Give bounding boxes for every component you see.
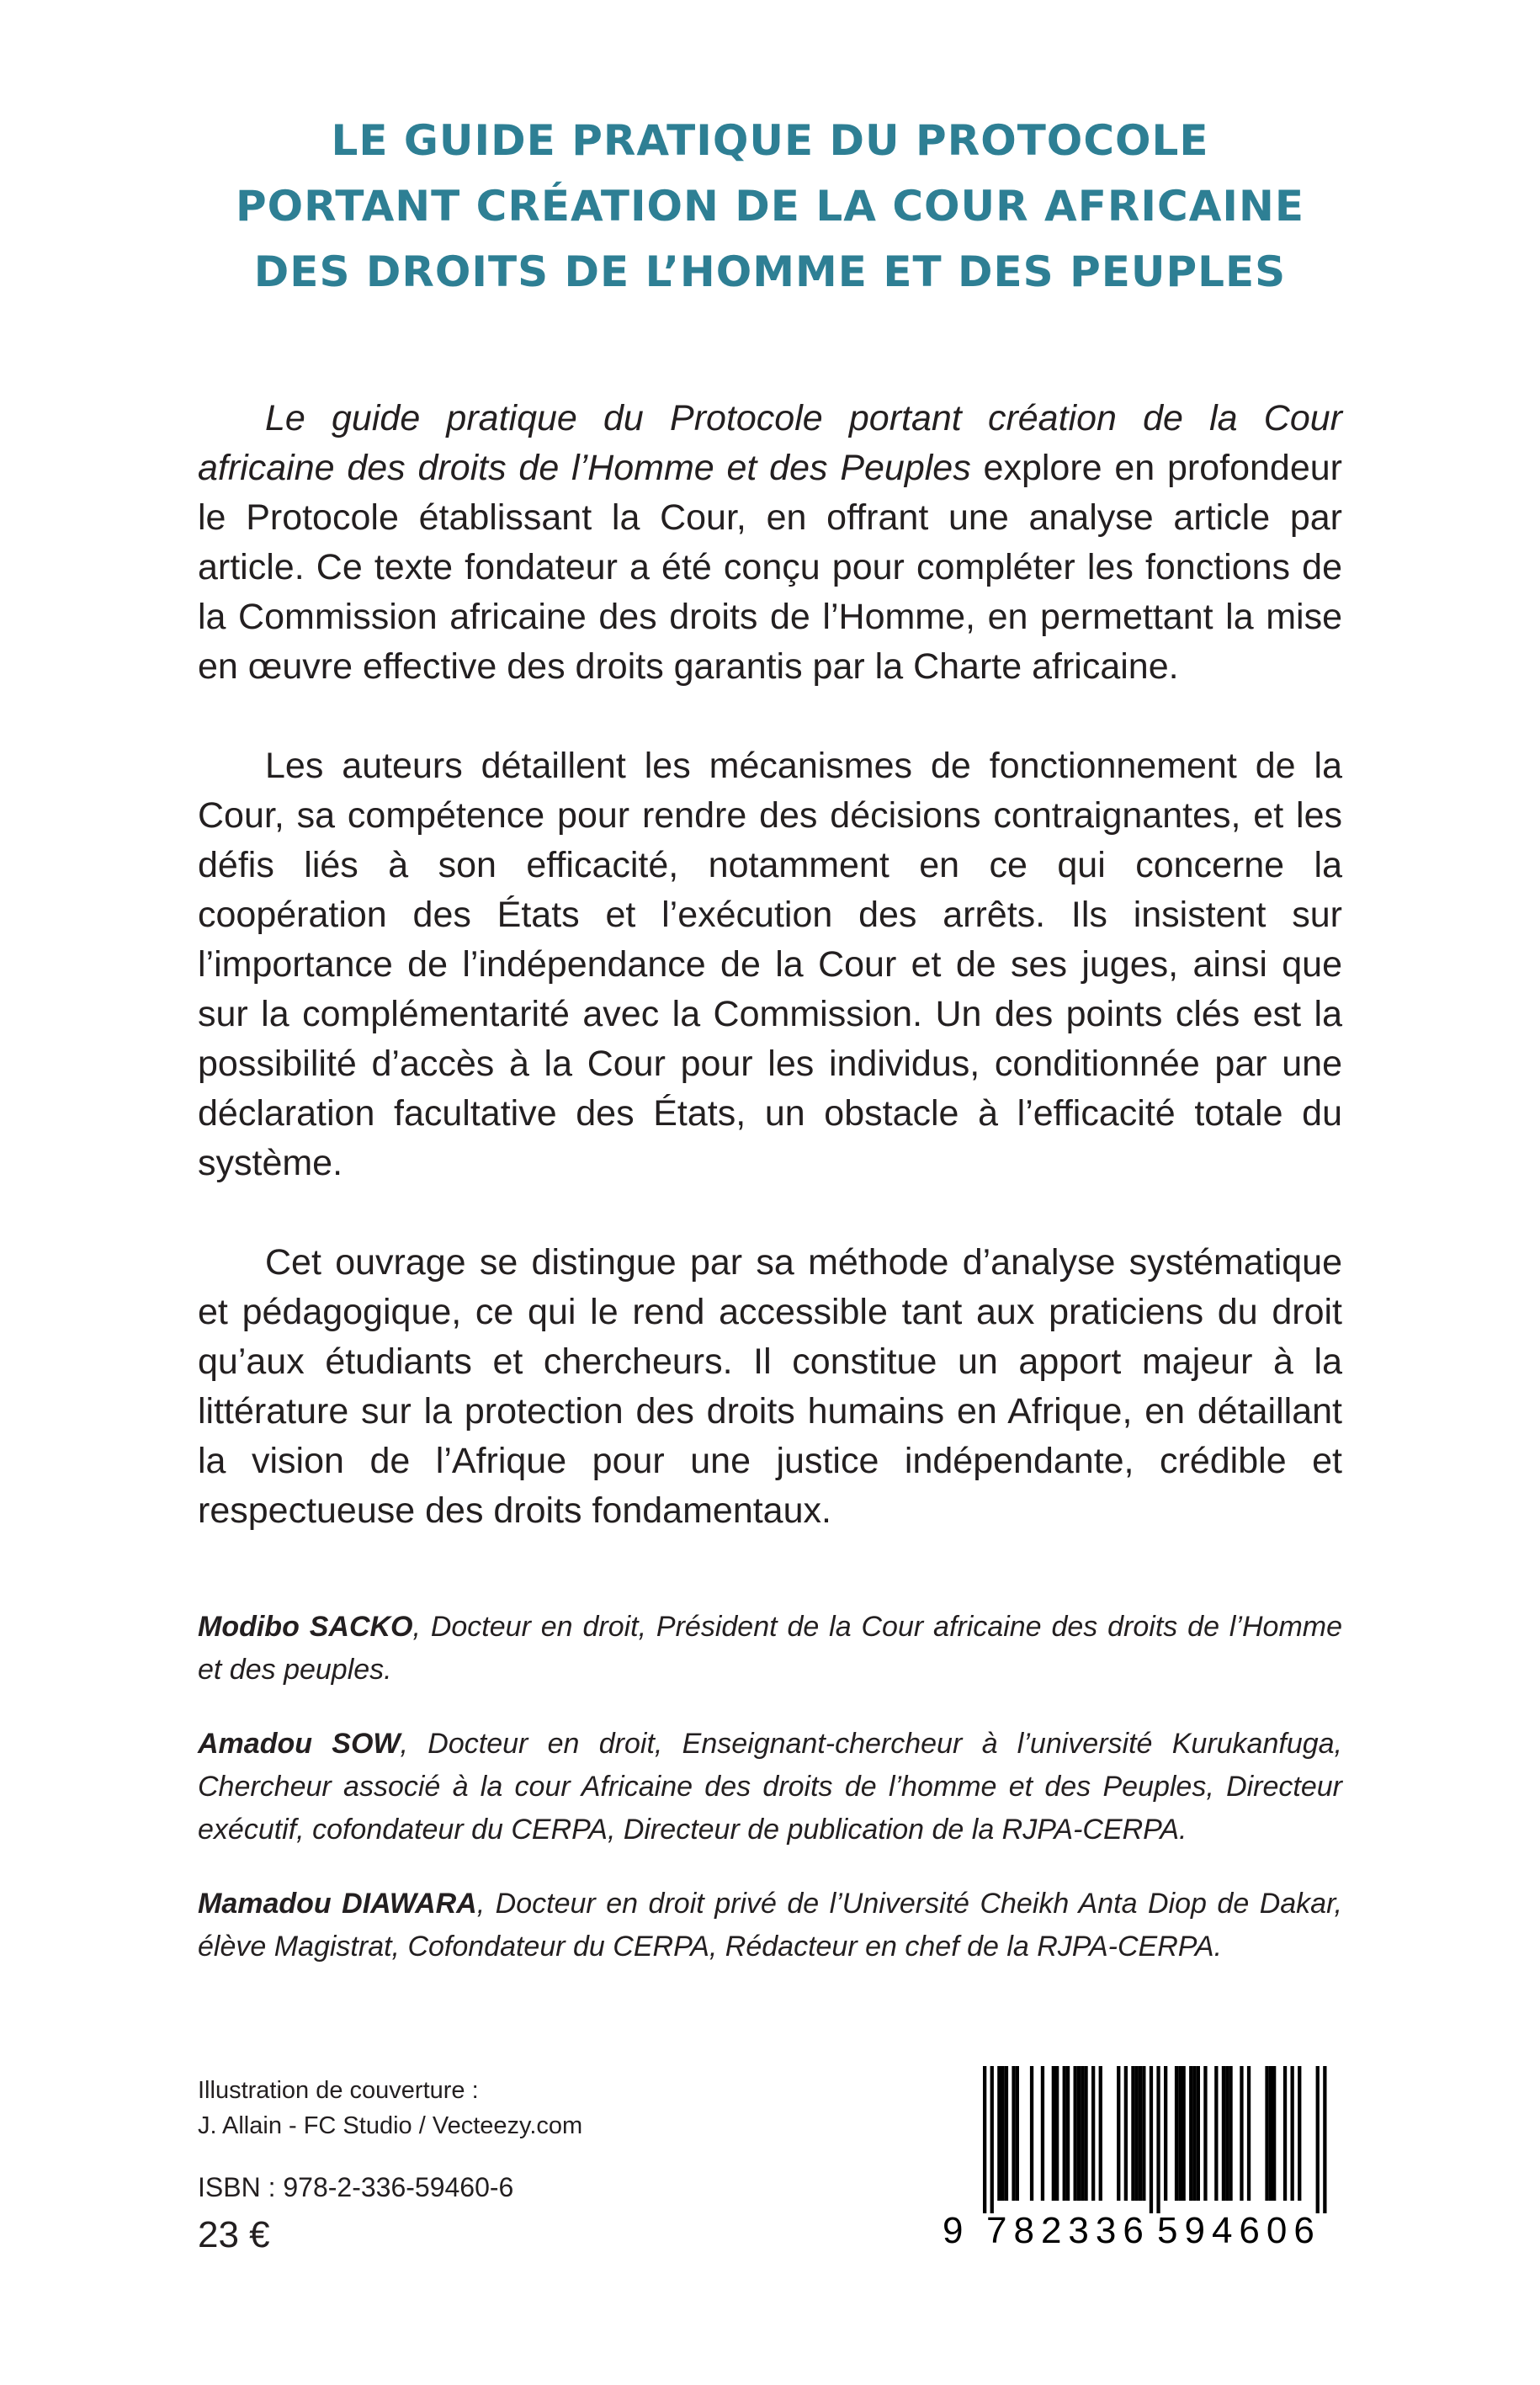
barcode-bar [1099, 2066, 1102, 2201]
barcode-left-group: 782336 [986, 2210, 1150, 2251]
barcode-bar [1192, 2066, 1196, 2201]
barcode-bar [1052, 2066, 1055, 2201]
barcode-bar [1016, 2066, 1019, 2201]
barcode-bar [1225, 2066, 1229, 2201]
barcode-bar [1063, 2066, 1066, 2201]
barcode-bar [1135, 2066, 1139, 2201]
barcode [943, 2066, 1338, 2255]
barcode-bar [1164, 2066, 1167, 2201]
book-title [101, 108, 1439, 305]
author-description: , Docteur en droit privé de l’Université Cheikh Anta Diop de Dakar, élève Magistrat, Cofondateur du CERPA, Rédacteur en chef de la RJPA-CERPA. [198, 1888, 1342, 1963]
cover-illustration-credit [198, 2073, 703, 2143]
summary-paragraph-1 [198, 394, 1342, 692]
barcode-bar [1084, 2066, 1087, 2201]
barcode-bar [1142, 2066, 1145, 2201]
barcode-bar [1265, 2066, 1268, 2201]
barcode-bar [1139, 2066, 1142, 2201]
author-bio-sacko [198, 1606, 1342, 1692]
barcode-bar [1269, 2066, 1272, 2201]
barcode-bar [1117, 2066, 1120, 2201]
author-bio-diawara [198, 1883, 1342, 1968]
barcode-bar [1298, 2066, 1301, 2201]
barcode-bar [1074, 2066, 1077, 2201]
barcode-bar [1124, 2066, 1128, 2201]
barcode-bar [1182, 2066, 1186, 2201]
barcode-right-group: 594606 [1157, 2210, 1321, 2251]
barcode-bar [1001, 2066, 1005, 2201]
barcode-bar [1150, 2066, 1153, 2213]
barcode-bar [1175, 2066, 1178, 2201]
author-bios [198, 1606, 1342, 2000]
author-name: Amadou SOW [198, 1728, 401, 1760]
barcode-digits [943, 2207, 1338, 2255]
barcode-bar [1077, 2066, 1081, 2201]
barcode-bar [1222, 2066, 1225, 2201]
barcode-bar [1240, 2066, 1243, 2201]
barcode-first-digit: 9 [943, 2210, 964, 2251]
barcode-bar [990, 2066, 994, 2213]
title-line-2: PORTANT CRÉATION DE LA COUR AFRICAINE [235, 182, 1304, 231]
barcode-bar [1156, 2066, 1160, 2213]
barcode-bar [1291, 2066, 1294, 2201]
barcode-bar [1081, 2066, 1084, 2201]
barcode-bar [997, 2066, 1001, 2201]
title-line-1: LE GUIDE PRATIQUE DU PROTOCOLE [331, 116, 1209, 165]
author-description: , Docteur en droit, Président de la Cour africaine des droits de l’Homme et des peuples. [198, 1611, 1342, 1686]
summary-paragraph-2: Les auteurs détaillent les mécanismes de fonctionnement de la Cour, sa compétence pour rendre des décisions contraignantes, et les défis liés à son efficacité, notamment en ce qui concerne la coopération des États et l’exécution des arrêts. Ils insistent sur l’importance de l’indépendance de la Cour et de ses juges, ainsi que sur la complémentarité avec la Commission. Un des points clés est la possibilité d’accès à la Cour pour les individus, conditionnée par une déclaration facultative des États, un obstacle à l’efficacité totale du système. [198, 746, 1342, 1183]
barcode-bar [1041, 2066, 1044, 2201]
author-bio-sow [198, 1723, 1342, 1851]
barcode-bar [1189, 2066, 1192, 2201]
barcode-bar [1229, 2066, 1232, 2201]
author-name: Modibo SACKO [198, 1611, 413, 1643]
barcode-bar [1203, 2066, 1207, 2201]
isbn: ISBN : 978-2-336-59460-6 [198, 2172, 514, 2202]
back-cover-summary [198, 394, 1342, 1586]
author-name: Mamadou DIAWARA [198, 1888, 477, 1920]
barcode-bar [1055, 2066, 1059, 2201]
credit-label: Illustration de couverture : [198, 2077, 479, 2104]
barcode-bar [983, 2066, 986, 2213]
barcode-bar [1178, 2066, 1182, 2201]
price: 23 € [198, 2214, 270, 2255]
barcode-bar [1283, 2066, 1287, 2201]
credit-source: J. Allain - FC Studio / Vecteezy.com [198, 2112, 583, 2139]
barcode-bar [1131, 2066, 1134, 2201]
barcode-bar [1005, 2066, 1008, 2201]
author-description: , Docteur en droit, Enseignant-chercheur à l’université Kurukanfuga, Chercheur associé à la cour Africaine des droits de l’homme et des Peuples, Directeur exécutif, cofondateur du CERPA, Directeur de publication de la RJPA-CERPA. [198, 1728, 1342, 1846]
book-title-italic: Le guide pratique du Protocole portant création de la Cour africaine des droits de l’Homme et des Peuples [198, 398, 1342, 488]
barcode-bar [1066, 2066, 1070, 2201]
title-line-3: DES DROITS DE L’HOMME ET DES PEUPLES [253, 247, 1287, 296]
barcode-bar [1323, 2066, 1326, 2213]
barcode-bar [1247, 2066, 1251, 2201]
summary-paragraph-3: Cet ouvrage se distingue par sa méthode d’analyse systématique et pédagogique, ce qui le rend accessible tant aux praticiens du droit qu’aux étudiants et chercheurs. Il constitue un apport majeur à la littérature sur la protection des droits humains en Afrique, en détaillant la vision de l’Afrique pour une justice indépendante, crédible et respectueuse des droits fondamentaux. [198, 1242, 1342, 1531]
barcode-bar [1091, 2066, 1095, 2201]
barcode-bar [1214, 2066, 1218, 2201]
barcode-bar [1012, 2066, 1015, 2201]
summary-paragraph-1-text: explore en profondeur le Protocole établissant la Cour, en offrant une analyse article par article. Ce texte fondateur a été conçu pour compléter les fonctions de la Commission africaine des droits de l’Homme, en permettant la mise en œuvre effective des droits garantis par la Charte africaine. [198, 448, 1342, 687]
barcode-bars [943, 2066, 1338, 2213]
barcode-bar [1316, 2066, 1320, 2213]
barcode-bar [1030, 2066, 1033, 2201]
barcode-bar [1272, 2066, 1276, 2201]
barcode-bar [1197, 2066, 1200, 2201]
